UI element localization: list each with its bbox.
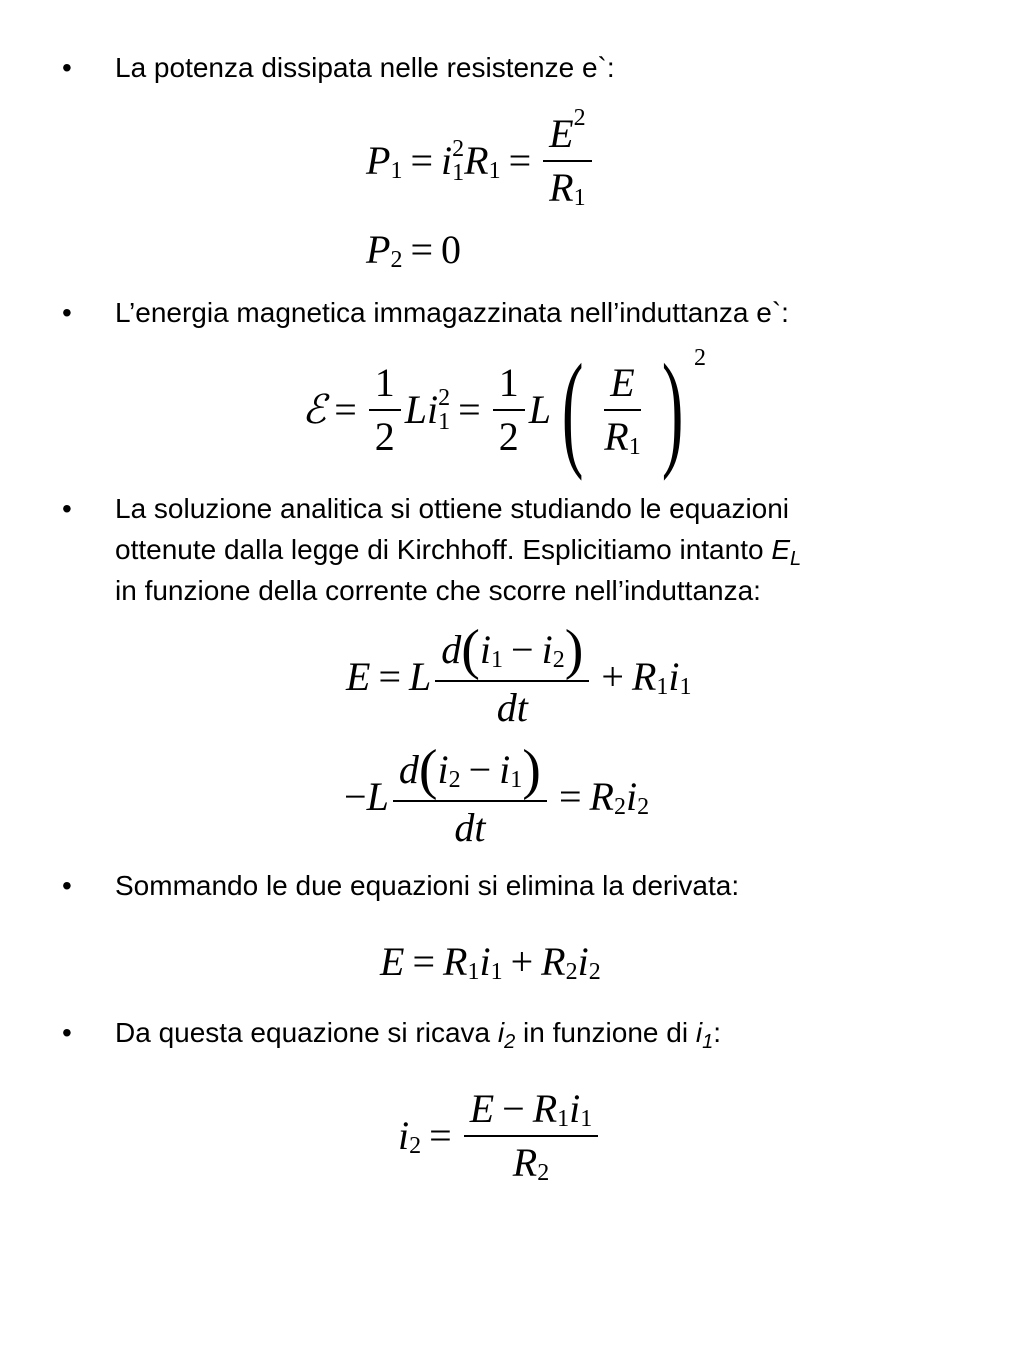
sub-superscript: 2 1 <box>452 136 465 186</box>
minus-sign: − <box>344 774 367 819</box>
equation-kirchhoff-2: − L d ( i $_2$ − i $_1$ ) dt = R $_2$ i $_2$ <box>344 739 650 850</box>
symbol-e: E <box>380 939 405 984</box>
equals-sign: = <box>508 138 532 183</box>
symbol-r: R <box>631 654 657 699</box>
equation-magnetic-energy <box>302 338 706 482</box>
bullet-text-kirchhoff-3: in funzione della corrente che scorre nell’induttanza: <box>115 575 761 606</box>
bullet-icon: • <box>62 297 72 328</box>
symbol-l: L <box>404 387 428 432</box>
fraction: E $^2$ R $_1$ <box>543 110 591 212</box>
symbol-e: E <box>346 654 371 699</box>
symbol-r: R <box>541 939 566 984</box>
equals-sign: = <box>558 774 582 819</box>
bullet-text-sum: Sommando le due equazioni si elimina la derivata: <box>115 870 740 901</box>
symbol-l: L <box>528 387 551 432</box>
symbol-i: i <box>479 939 491 984</box>
bullet-icon: • <box>62 870 72 901</box>
equation-sum: E = R $_1$ i $_1$ + R $_2$ i $_2$ <box>380 939 601 985</box>
equals-sign: = <box>334 387 357 432</box>
equals-sign: = <box>458 387 481 432</box>
subscript: 1 <box>390 158 403 184</box>
energy-symbol: ℰ <box>302 387 327 433</box>
right-paren: ) <box>661 338 684 482</box>
equation-kirchhoff-1: E = L d ( i $_1$ − i $_2$ ) dt + R $_1$ i $_1$ <box>346 619 692 730</box>
exponent: 2 <box>694 345 706 371</box>
equals-sign: = <box>429 1113 452 1158</box>
plus-sign: + <box>601 654 624 699</box>
bullet-text-kirchhoff-1: La soluzione analitica si ottiene studiando le equazioni <box>115 493 790 524</box>
zero: 0 <box>441 227 461 272</box>
symbol-p: P <box>366 138 391 183</box>
equation-i2: i $_2$ = E − R $_1$ i $_1$ R $_2$ <box>398 1085 602 1187</box>
bullet-text-energy: L’energia magnetica immagazzinata nell’induttanza e`: <box>115 297 789 328</box>
derivative-fraction: d ( i $_1$ − i $_2$ ) dt <box>435 622 589 732</box>
equals-sign: = <box>410 227 433 272</box>
symbol-l: L <box>409 654 432 699</box>
derivative-fraction: d ( i $_2$ − i $_1$ ) dt <box>393 742 547 852</box>
symbol-i: i <box>398 1113 410 1158</box>
subscript: 2 <box>390 247 403 273</box>
equals-sign: = <box>412 939 435 984</box>
symbol-i: i <box>577 939 589 984</box>
subscript: 1 <box>488 158 501 184</box>
symbol-r: R <box>464 138 489 183</box>
equation-p2 <box>366 226 461 274</box>
bullet-icon: • <box>62 52 72 83</box>
bullet-icon: • <box>62 1017 72 1048</box>
fraction: E − R $_1$ i $_1$ R $_2$ <box>464 1085 599 1187</box>
symbol-i: i <box>441 138 453 183</box>
left-paren: ( <box>561 338 584 482</box>
fraction-half: $\frac{1}{2}$ <box>493 359 525 461</box>
bullet-text-power: La potenza dissipata nelle resistenze e`: <box>115 52 615 83</box>
bullet-text-solve: Da questa equazione si ricava $i_2$ in funzione di $i_1$: <box>115 1017 721 1053</box>
equals-sign: = <box>378 654 401 699</box>
fraction-half: $\frac{1}{2}$ <box>369 359 401 461</box>
equation-p1 <box>366 105 596 212</box>
symbol-r: R <box>589 774 614 819</box>
sub-superscript: 2 1 <box>438 385 451 435</box>
symbol-i: i <box>625 774 638 819</box>
symbol-r: R <box>443 939 468 984</box>
symbol-l: L <box>366 774 389 819</box>
bullet-icon: • <box>62 493 72 524</box>
symbol-i: i <box>668 654 680 699</box>
symbol-i: i <box>427 387 439 432</box>
symbol-p: P <box>366 227 391 272</box>
plus-sign: + <box>510 939 534 984</box>
fraction-e-over-r1: E R $_1$ <box>604 360 641 460</box>
equals-sign: = <box>410 138 433 183</box>
bullet-text-kirchhoff-2: ottenute dalla legge di Kirchhoff. Esplicitiamo intanto $E_L$ <box>115 534 802 570</box>
